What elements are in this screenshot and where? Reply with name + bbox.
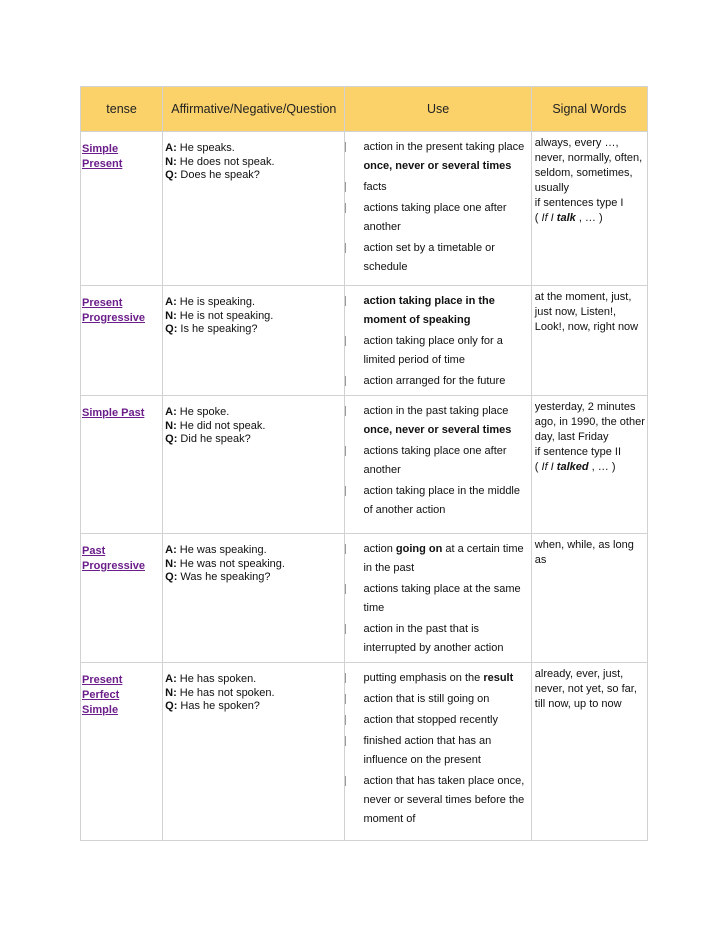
tense-cell — [81, 286, 163, 396]
header-row — [81, 87, 648, 132]
use-text: putting emphasis on the result — [363, 672, 514, 684]
bullet-icon — [345, 736, 349, 746]
form-line — [165, 544, 342, 558]
form-text: He spoke. — [176, 406, 230, 418]
tense-name-link[interactable]: Past — [82, 545, 106, 557]
bullet-icon — [345, 584, 349, 594]
tense-name-link[interactable]: Progressive — [82, 560, 145, 572]
use-text: action that stopped recently — [363, 714, 498, 726]
bullet-icon — [345, 446, 349, 456]
tense-row — [81, 132, 648, 286]
form-line — [165, 310, 342, 324]
use-item — [345, 580, 526, 618]
tense-name-link[interactable]: Simple — [82, 143, 119, 155]
tense-name-link[interactable]: Present — [82, 674, 123, 686]
tense-name-link[interactable]: Progressive — [82, 312, 145, 324]
use-item — [345, 442, 526, 480]
form-text: Has he spoken? — [177, 700, 260, 712]
use-text: action set by a timetable or schedule — [363, 242, 495, 273]
use-text: action taking place only for a limited period of time — [363, 335, 503, 366]
signal-words-cell — [531, 663, 647, 841]
tense-row — [81, 534, 648, 663]
use-text: action in the present taking place once, never or several times — [363, 141, 525, 172]
form-text: He was not speaking. — [176, 557, 285, 570]
form-label: A: — [165, 406, 177, 418]
use-cell — [345, 396, 531, 534]
bullet-icon — [345, 544, 349, 554]
form-label: N: — [165, 155, 177, 168]
form-line — [165, 323, 342, 337]
header-use: Use — [345, 87, 531, 132]
use-text: action in the past taking place once, never or several times — [363, 405, 512, 436]
form-line — [165, 156, 342, 170]
use-item — [345, 482, 526, 520]
use-item — [345, 292, 526, 330]
form-label: Q: — [165, 169, 178, 181]
bullet-icon — [345, 486, 349, 496]
signal-line: at the moment, just, just now, Listen!, Look!, now, right now — [534, 291, 639, 333]
form-label: A: — [165, 296, 177, 308]
use-item — [345, 138, 526, 176]
bullet-icon — [345, 182, 349, 192]
form-text: He did not speak. — [176, 419, 266, 432]
use-cell — [345, 286, 531, 396]
tense-name-link[interactable]: Present — [82, 158, 123, 170]
signal-line: yesterday, 2 minutes ago, in 1990, the other day, last Friday — [534, 401, 645, 443]
bullet-icon — [345, 776, 349, 786]
bullet-icon — [345, 673, 349, 683]
form-label: Q: — [165, 323, 178, 335]
bullet-icon — [345, 203, 349, 213]
signal-words-cell — [531, 396, 647, 534]
form-text: He has not spoken. — [176, 686, 275, 699]
form-line — [165, 406, 342, 420]
use-item — [345, 199, 526, 237]
emphasis-text: result — [483, 672, 514, 684]
use-text: facts — [363, 181, 387, 193]
tense-name-link[interactable]: Simple — [82, 704, 119, 716]
form-text: He speaks. — [176, 142, 235, 154]
use-item — [345, 620, 526, 658]
form-line — [165, 296, 342, 310]
form-label: N: — [165, 309, 177, 322]
use-text: action in the past that is interrupted by another action — [363, 623, 504, 654]
signal-line: if sentences type I — [534, 197, 624, 209]
use-item — [345, 332, 526, 370]
use-item — [345, 732, 526, 770]
use-text: finished action that has an influence on the present — [363, 735, 492, 766]
use-item — [345, 690, 526, 709]
header-forms: Affirmative/Negative/Question — [163, 87, 345, 132]
tense-table — [80, 86, 648, 841]
bullet-icon — [345, 336, 349, 346]
use-text: action arranged for the future — [363, 375, 506, 387]
form-line — [165, 571, 342, 585]
form-label: A: — [165, 673, 177, 685]
form-text: He does not speak. — [176, 155, 275, 168]
use-cell — [345, 534, 531, 663]
tense-cell — [81, 132, 163, 286]
form-label: Q: — [165, 433, 178, 445]
signal-words-cell — [531, 286, 647, 396]
emphasis-text: action taking place in the moment of speaking — [363, 295, 495, 326]
form-line — [165, 687, 342, 701]
signal-line: ( If I talk , … ) — [534, 212, 603, 224]
tense-name-link[interactable]: Simple Past — [82, 407, 145, 419]
use-text: action going on at a certain time in the past — [363, 543, 524, 574]
form-line — [165, 169, 342, 183]
forms-cell — [163, 663, 345, 841]
signal-line: already, ever, just, never, not yet, so far, till now, up to now — [534, 668, 637, 710]
bullet-icon — [345, 376, 349, 386]
use-text: actions taking place one after another — [363, 445, 507, 476]
header-tense: tense — [81, 87, 163, 132]
form-line — [165, 420, 342, 434]
signal-words-cell — [531, 132, 647, 286]
bullet-icon — [345, 406, 349, 416]
emphasis-text: talked — [556, 461, 589, 473]
bullet-icon — [345, 715, 349, 725]
form-text: Does he speak? — [177, 169, 260, 181]
form-line — [165, 558, 342, 572]
form-text: He has spoken. — [176, 673, 257, 685]
use-item — [345, 772, 526, 829]
signal-words-cell — [531, 534, 647, 663]
signal-line: when, while, as long as — [534, 539, 634, 566]
forms-cell — [163, 534, 345, 663]
form-text: Is he speaking? — [177, 323, 258, 335]
forms-cell — [163, 396, 345, 534]
forms-cell — [163, 286, 345, 396]
use-item — [345, 711, 526, 730]
header-signal-words: Signal Words — [531, 87, 647, 132]
form-label: Q: — [165, 571, 178, 583]
use-item — [345, 372, 526, 391]
use-text: action that has taken place once, never or several times before the moment of — [363, 775, 525, 825]
use-text: action that is still going on — [363, 693, 490, 705]
form-text: Did he speak? — [177, 433, 251, 445]
tense-cell — [81, 396, 163, 534]
form-label: A: — [165, 142, 177, 154]
use-item — [345, 239, 526, 277]
bullet-icon — [345, 243, 349, 253]
use-text: actions taking place at the same time — [363, 583, 521, 614]
tense-cell — [81, 534, 163, 663]
emphasis-text: going on — [395, 543, 443, 555]
tense-row — [81, 663, 648, 841]
use-item — [345, 178, 526, 197]
tense-name-link[interactable]: Perfect — [82, 689, 120, 701]
bullet-icon — [345, 296, 349, 306]
signal-line: if sentence type II — [534, 446, 621, 458]
emphasis-text: once, never or several times — [363, 160, 512, 172]
italic-text: If I — [541, 461, 557, 473]
form-label: N: — [165, 686, 177, 699]
form-line — [165, 142, 342, 156]
form-text: He is speaking. — [176, 296, 256, 308]
use-text: actions taking place one after another — [363, 202, 507, 233]
tense-row — [81, 396, 648, 534]
form-label: Q: — [165, 700, 178, 712]
italic-text: If I — [541, 212, 557, 224]
use-item — [345, 669, 526, 688]
tense-cell — [81, 663, 163, 841]
signal-line: ( If I talked , … ) — [534, 461, 616, 473]
tense-name-link[interactable]: Present — [82, 297, 123, 309]
form-line — [165, 700, 342, 714]
bullet-icon — [345, 694, 349, 704]
form-text: Was he speaking? — [177, 571, 271, 583]
form-text: He was speaking. — [176, 544, 267, 556]
use-cell — [345, 663, 531, 841]
forms-cell — [163, 132, 345, 286]
use-item — [345, 402, 526, 440]
form-text: He is not speaking. — [176, 309, 274, 322]
emphasis-text: once, never or several times — [363, 424, 512, 436]
use-text: action taking place in the middle of another action — [363, 485, 520, 516]
form-line — [165, 433, 342, 447]
emphasis-text: talk — [556, 212, 576, 224]
form-label: N: — [165, 419, 177, 432]
bullet-icon — [345, 624, 349, 634]
tense-row — [81, 286, 648, 396]
use-cell — [345, 132, 531, 286]
form-label: A: — [165, 544, 177, 556]
bullet-icon — [345, 142, 349, 152]
use-item — [345, 540, 526, 578]
use-text — [363, 295, 494, 326]
form-label: N: — [165, 557, 177, 570]
form-line — [165, 673, 342, 687]
signal-line: always, every …, never, normally, often, seldom, sometimes, usually — [534, 137, 643, 194]
